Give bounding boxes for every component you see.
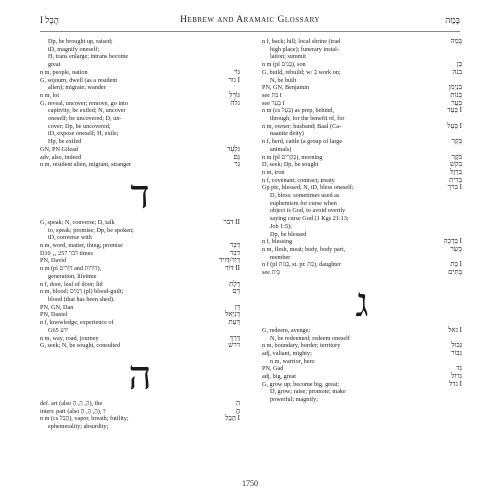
entry-definition: n m, iron — [262, 168, 285, 176]
glossary-entry — [262, 154, 462, 162]
entry-definition: PN, GN, Benjamin — [262, 84, 310, 92]
glossary-entry — [262, 69, 462, 77]
glossary-entry — [262, 53, 462, 61]
glossary-entry — [262, 223, 462, 231]
entry-headword: גדל I — [448, 379, 462, 388]
glossary-entry — [40, 408, 240, 416]
entry-headword: בנה — [452, 67, 462, 76]
entry-definition: tD, expose oneself; H, exile; — [48, 130, 119, 138]
glossary-entry — [262, 231, 462, 239]
entry-definition: n m (cs הֲבֵל), vapor, breath; futility; — [40, 415, 129, 423]
entry-headword: דָּם — [232, 287, 240, 296]
entry-definition: n f, back; hill; local shrine (trad — [262, 38, 341, 45]
entry-definition: n m, flesh, meat; body, body part, — [262, 245, 346, 253]
entry-definition: def. art (also הַ, הָ, הֶ), the — [40, 399, 103, 407]
entry-definition: n m (pl דּוֹרִים and דּוֹרוֹת), — [40, 265, 102, 273]
entry-headword: הַ — [235, 398, 240, 407]
entry-headword: בקשׁ — [449, 160, 462, 169]
entry-definition: n f (pl בָּנוֹת, st. pr. בַּת), daughter — [262, 261, 341, 269]
entry-definition: n m, warrior, hero — [270, 357, 315, 365]
entry-definition: cover; Dp, be uncovered; — [48, 122, 111, 130]
glossary-entry — [262, 238, 462, 246]
entry-definition: naanite deity) — [270, 130, 304, 138]
glossary-entry — [262, 46, 462, 54]
entry-headword: גור I — [228, 75, 240, 84]
entry-definition: G65 ידע — [48, 326, 69, 334]
entry-definition: euphemism for curse when — [270, 199, 337, 207]
glossary-entry — [40, 234, 240, 242]
entry-headword: גְּבוּל — [451, 341, 462, 350]
left-column — [40, 38, 240, 431]
glossary-entry — [40, 342, 240, 350]
entry-headword: גּוֹי — [234, 67, 240, 76]
entry-definition: see בַּעַר I — [262, 99, 285, 107]
entry-definition: G, sojourn, dwell (as a resident — [40, 76, 118, 84]
entry-definition: Hp, be exiled — [48, 138, 82, 146]
glossary-entry — [262, 38, 462, 46]
entry-definition: n f, herd, cattle (a group of large — [262, 138, 343, 146]
entry-headword: דָּוִד/דָּוִיד — [219, 256, 240, 265]
entry-definition: lation; summit — [270, 53, 306, 61]
glossary-entry — [262, 146, 462, 154]
section-letter: ד — [130, 171, 150, 218]
entry-headword: דֶּרֶךְ — [229, 333, 240, 342]
glossary-entry — [262, 138, 462, 146]
entry-definition: tD, magnify oneself; — [48, 45, 100, 53]
entry-definition: G, redeem, avenge; — [262, 326, 311, 334]
header-title: Hebrew and Aramaic Glossary — [180, 15, 320, 25]
glossary-entry — [40, 273, 240, 281]
glossary-entry — [40, 219, 240, 227]
glossary-entry — [262, 388, 462, 396]
glossary-entry — [262, 215, 462, 223]
entry-definition: PN, David — [40, 257, 67, 265]
glossary-entry — [40, 46, 240, 54]
entry-headword: בֵּן — [456, 60, 462, 69]
entry-definition: n m (pl בְּקָרִים), morning — [262, 153, 323, 161]
entry-definition: n m, word, matter, thing; promise — [40, 242, 123, 250]
entry-headword: בָּתִּים — [448, 268, 462, 277]
entry-definition: G, reveal, uncover; remove, go into — [40, 99, 128, 107]
entry-headword: בָּשָׂר — [450, 244, 462, 253]
glossary-entry — [40, 227, 240, 235]
entry-definition: n m (cs בַּעַל) as prep, behind, — [262, 107, 334, 115]
entry-headword: דּוֹר II — [224, 264, 240, 273]
glossary-entry — [262, 130, 462, 138]
entry-headword: דבר II — [223, 217, 240, 226]
glossary-entry — [262, 342, 462, 350]
entry-headword: גִּבּוֹר — [451, 348, 462, 357]
entry-definition: G, build, rebuild; w/ בְּ work on; — [262, 68, 341, 76]
glossary-entry — [262, 92, 462, 100]
entry-definition: blood (that has been shed). — [48, 295, 115, 303]
glossary-entry — [262, 84, 462, 92]
entry-headword: בָּנוֹת — [450, 90, 462, 99]
glossary-entry — [262, 192, 462, 200]
glossary-entry — [262, 373, 462, 381]
glossary-entry — [40, 281, 240, 289]
glossary-entry — [262, 169, 462, 177]
entry-definition: n m, lot — [40, 91, 60, 99]
glossary-entry — [40, 423, 240, 431]
entry-definition: alien); migrate; wander — [48, 84, 106, 92]
glossary-entry — [40, 327, 240, 335]
entry-definition: powerful; magnify; — [270, 396, 318, 404]
glossary-entry — [40, 296, 240, 304]
entry-definition: n m, blood; דָּמִים (pl) blood-guilt; — [40, 288, 124, 296]
glossary-entry — [262, 246, 462, 254]
glossary-entry — [40, 130, 240, 138]
entry-definition: interr. part (also הַ, הֲ, הֶ), ? — [40, 407, 106, 415]
section-letter: ה — [128, 352, 152, 399]
entry-headword: בַּעַר — [451, 98, 462, 107]
glossary-entry — [262, 365, 462, 373]
entry-definition: see בַּת I — [262, 91, 282, 99]
right-column — [262, 38, 462, 404]
entry-headword: בַּעַל I — [447, 121, 462, 130]
glossary-entry — [262, 327, 462, 335]
entry-headword: דַּעַת — [228, 318, 240, 327]
glossary-entry — [40, 69, 240, 77]
glossary-entry — [40, 38, 240, 46]
entry-definition: to, speak; promise; Dp, be spoken; — [48, 226, 134, 234]
entry-definition: n f, door, leaf of door; lid — [40, 280, 103, 288]
entry-definition: high place); funerary instal- — [270, 45, 339, 53]
entry-definition: saying curse God (1 Kgs 21:13; — [270, 215, 349, 223]
entry-definition: N, be built — [270, 76, 297, 84]
entry-headword: דָּבָר — [229, 241, 240, 250]
entry-definition: n m, people, nation — [40, 68, 88, 76]
glossary-entry — [40, 92, 240, 100]
glossary-entry — [40, 115, 240, 123]
glossary-entry — [40, 77, 240, 85]
glossary-entry — [40, 250, 240, 258]
entry-definition: n m, owner; husband; Baal (Ca- — [262, 122, 342, 130]
glossary-entry — [40, 242, 240, 250]
glossary-entry — [40, 304, 240, 312]
entry-definition: PN, Gad — [262, 365, 284, 373]
page-number: 1750 — [242, 479, 258, 488]
glossary-entry — [262, 200, 462, 208]
entry-headword: גַּם — [233, 152, 240, 161]
entry-definition: tD, converse with — [48, 234, 92, 242]
glossary-entry — [40, 161, 240, 169]
entry-headword: דָּן — [234, 302, 240, 311]
entry-definition: n m, way, road, journey — [40, 334, 99, 342]
glossary-entry — [262, 100, 462, 108]
glossary-entry — [262, 335, 462, 343]
glossary-entry — [40, 265, 240, 273]
entry-definition: Dp, be blessed — [270, 230, 307, 238]
entry-definition: adj, big, great — [262, 373, 297, 381]
entry-definition: captivity, be exiled; N, uncover — [48, 107, 126, 115]
glossary-entry — [40, 154, 240, 162]
glossary-entry — [262, 269, 462, 277]
entry-definition: n m, resident alien, migrant, stranger — [40, 161, 132, 169]
header-left-word: הֶבֶל I — [40, 15, 59, 25]
glossary-entry — [262, 184, 462, 192]
entry-definition: G, grow up; become big, great; — [262, 380, 340, 388]
glossary-entry — [40, 335, 240, 343]
glossary-entry — [40, 100, 240, 108]
entry-definition: n m, boundary, border; territory — [262, 342, 341, 350]
glossary-entry — [40, 107, 240, 115]
glossary-entry — [262, 350, 462, 358]
glossary-entry — [40, 53, 240, 61]
glossary-entry — [262, 254, 462, 262]
glossary-entry — [40, 84, 240, 92]
glossary-entry — [40, 257, 240, 265]
entry-definition: great — [48, 61, 61, 69]
entry-headword: דָּנִיֵּאל — [225, 310, 240, 319]
entry-definition: GN, PN Gilead — [40, 145, 78, 153]
entry-definition: adv, also, indeed — [40, 153, 82, 161]
entry-definition: D, grow; raise; promote; make — [270, 388, 346, 396]
entry-definition: H, trans enlarge; intrans become — [48, 53, 129, 61]
entry-headword: דרשׁ — [228, 341, 240, 350]
glossary-entry — [262, 381, 462, 389]
entry-headword: גִּלְעָד — [227, 144, 240, 153]
glossary-entry — [262, 77, 462, 85]
entry-definition: Job 1:5); — [270, 222, 292, 230]
glossary-entry — [262, 61, 462, 69]
glossary-entry — [262, 123, 462, 131]
entry-definition: n f, covenant; contract; treaty — [262, 176, 335, 184]
entry-definition: G, speak; N, converse; D, talk — [40, 218, 115, 226]
entry-headword: בָּמָה — [450, 37, 462, 45]
glossary-entry — [40, 123, 240, 131]
entry-definition: Gp ptc, blessed; N, tD, bless oneself; — [262, 184, 354, 192]
entry-definition: PN, Daniel — [40, 311, 68, 319]
entry-definition: animals) — [270, 145, 292, 153]
entry-headword: בַּת I — [450, 260, 462, 269]
entry-headword: בָּקָר — [451, 137, 462, 146]
entry-headword: גאל I — [448, 325, 462, 334]
glossary-entry — [262, 358, 462, 366]
glossary-entry — [40, 288, 240, 296]
entry-definition: D, seek; Dp, be sought — [262, 161, 319, 169]
entry-headword: ברך I — [447, 183, 462, 192]
entry-definition: ephemerality; absurdity; — [48, 423, 109, 431]
entry-definition: n m (pl בָּנִים), son — [262, 61, 306, 69]
section-letter: ג — [355, 279, 369, 326]
glossary-entry — [262, 261, 462, 269]
entry-definition: n f, knowledge, experience of — [40, 319, 114, 327]
entry-headword: בֹּקֶר — [451, 152, 462, 161]
entry-headword: גֵּר — [234, 160, 240, 169]
entry-headword: גָּדוֹל — [451, 372, 462, 381]
entry-definition: Dp, be brought up, raised; — [48, 38, 113, 45]
header-right-word: בָּמָה — [445, 15, 460, 25]
entry-definition: G, seek; N, be sought, consulted — [40, 342, 121, 350]
glossary-entry — [40, 61, 240, 69]
glossary-entry — [262, 207, 462, 215]
entry-definition: D10 ₃₂ דבר 257 times — [40, 249, 93, 257]
entry-definition: generation, lifetime — [48, 272, 97, 280]
entry-definition: N, be redeemed; redeem oneself — [270, 334, 350, 342]
glossary-entry — [262, 177, 462, 185]
entry-definition: member — [270, 253, 291, 261]
entry-headword: הֲ — [235, 406, 240, 415]
entry-headword: בַּעַד I — [447, 106, 462, 115]
glossary-entry — [40, 146, 240, 154]
entry-headword: בִּנְיָמִן — [448, 83, 462, 92]
entry-definition: oneself; be uncovered; D, un- — [48, 115, 122, 123]
glossary-entry — [40, 319, 240, 327]
entry-headword: גּוֹרָל — [229, 90, 240, 99]
entry-headword: בְּרִית — [449, 175, 462, 184]
entry-headword: בְּרָכָה I — [443, 237, 462, 246]
entry-definition: object is God, to avoid overtly — [270, 207, 346, 215]
glossary-entry — [262, 161, 462, 169]
entry-headword: בַּרְזֶל — [449, 167, 462, 176]
entry-definition: D, bless: sometimes used as — [270, 192, 340, 200]
entry-definition: through, for the benefit of, for — [270, 115, 345, 123]
glossary-entry — [40, 415, 240, 423]
entry-definition: n f, blessing — [262, 238, 293, 246]
entry-headword: גָּד — [456, 364, 462, 373]
entry-headword: דֶּלֶת — [229, 279, 240, 288]
entry-definition: adj, valiant, mighty; — [262, 349, 312, 357]
entry-headword: גלה — [230, 98, 240, 107]
glossary-entry — [262, 107, 462, 115]
running-header — [40, 13, 460, 32]
glossary-entry — [40, 311, 240, 319]
entry-definition: see בַּיִת — [262, 269, 280, 277]
glossary-entry — [40, 400, 240, 408]
entry-headword: דבר — [229, 248, 240, 257]
glossary-entry — [262, 115, 462, 123]
glossary-entry — [262, 396, 462, 404]
entry-headword: הֶבֶל I — [225, 414, 240, 423]
glossary-entry — [40, 138, 240, 146]
entry-definition: PN, GN, Dan — [40, 303, 74, 311]
